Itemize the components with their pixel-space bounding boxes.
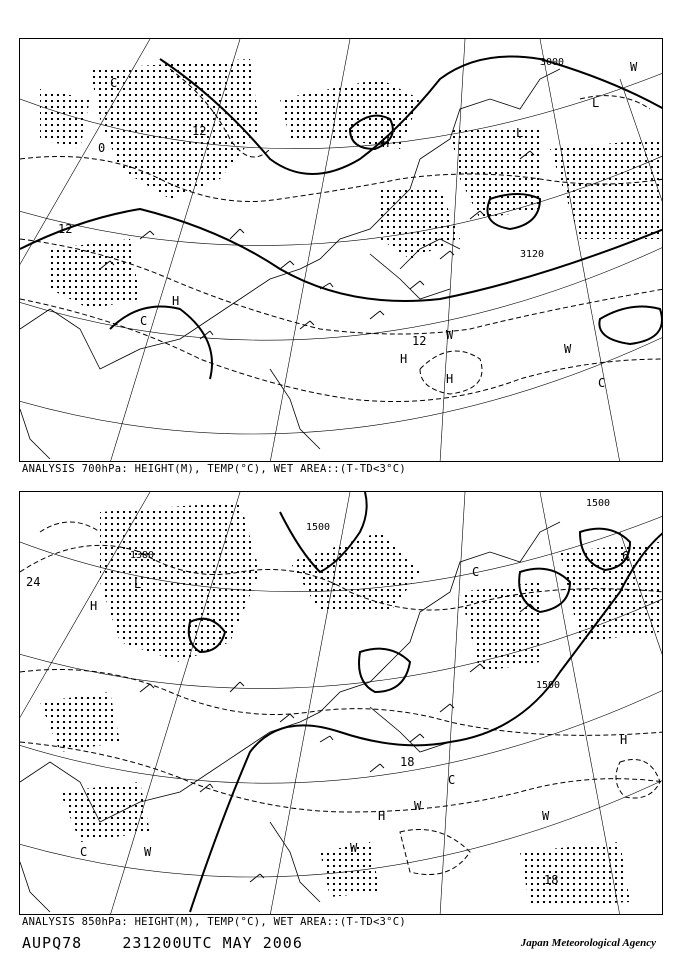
temp-label: 18 <box>400 755 415 769</box>
analysis-850hpa-map <box>19 491 663 915</box>
center-marker: C <box>598 376 606 390</box>
temp-label: 24 <box>26 575 41 589</box>
center-marker: H <box>620 733 628 747</box>
chart-code: AUPQ78 <box>22 934 83 952</box>
chart-datetime: 231200UTC MAY 2006 <box>122 934 303 952</box>
height-label-1500: 1500 <box>536 680 561 691</box>
caption-700hpa: ANALYSIS 700hPa: HEIGHT(M), TEMP(°C), WET AREA::(T-TD<3°C) <box>22 463 407 475</box>
center-marker: H <box>378 809 386 823</box>
center-marker: C <box>448 773 456 787</box>
caption-850hpa: ANALYSIS 850hPa: HEIGHT(M), TEMP(°C), WET AREA::(T-TD<3°C) <box>22 916 407 928</box>
center-marker: W <box>446 328 454 342</box>
center-marker: W <box>350 841 358 855</box>
map-700hpa-canvas <box>20 39 663 462</box>
center-marker: W <box>144 845 152 859</box>
temp-label: 12 <box>412 334 427 348</box>
center-marker: H <box>172 294 180 308</box>
center-marker: H <box>90 599 98 613</box>
center-marker: H <box>400 352 408 366</box>
wet-areas <box>40 59 660 309</box>
center-marker: W <box>542 809 550 823</box>
height-label-3120: 3120 <box>520 249 545 260</box>
center-marker: C <box>80 845 88 859</box>
height-label-1380: 1380 <box>130 550 155 561</box>
center-marker: W <box>630 60 638 74</box>
center-marker: W <box>414 799 422 813</box>
center-marker: H <box>382 136 390 150</box>
height-label-1500: 1500 <box>586 498 611 509</box>
height-label-1500: 1500 <box>306 522 331 533</box>
center-marker: L <box>134 577 142 591</box>
center-marker: W <box>564 342 572 356</box>
center-marker: L <box>516 126 524 140</box>
center-marker: C <box>110 76 118 90</box>
temp-label: 12 <box>192 124 207 138</box>
center-marker: H <box>446 372 454 386</box>
center-marker: L <box>592 96 600 110</box>
chart-id-and-time <box>22 934 303 952</box>
center-marker: C <box>472 565 480 579</box>
height-label-3000: 3000 <box>540 57 565 68</box>
agency-name: Japan Meteorological Agency <box>520 937 656 949</box>
temp-label: 18 <box>544 873 559 887</box>
temp-label: 0 <box>98 141 106 155</box>
center-marker: C <box>140 314 148 328</box>
temp-label: 6 <box>622 549 630 563</box>
map-850hpa-canvas <box>20 492 663 915</box>
analysis-700hpa-map <box>19 38 663 462</box>
temp-label: 12 <box>58 222 73 236</box>
